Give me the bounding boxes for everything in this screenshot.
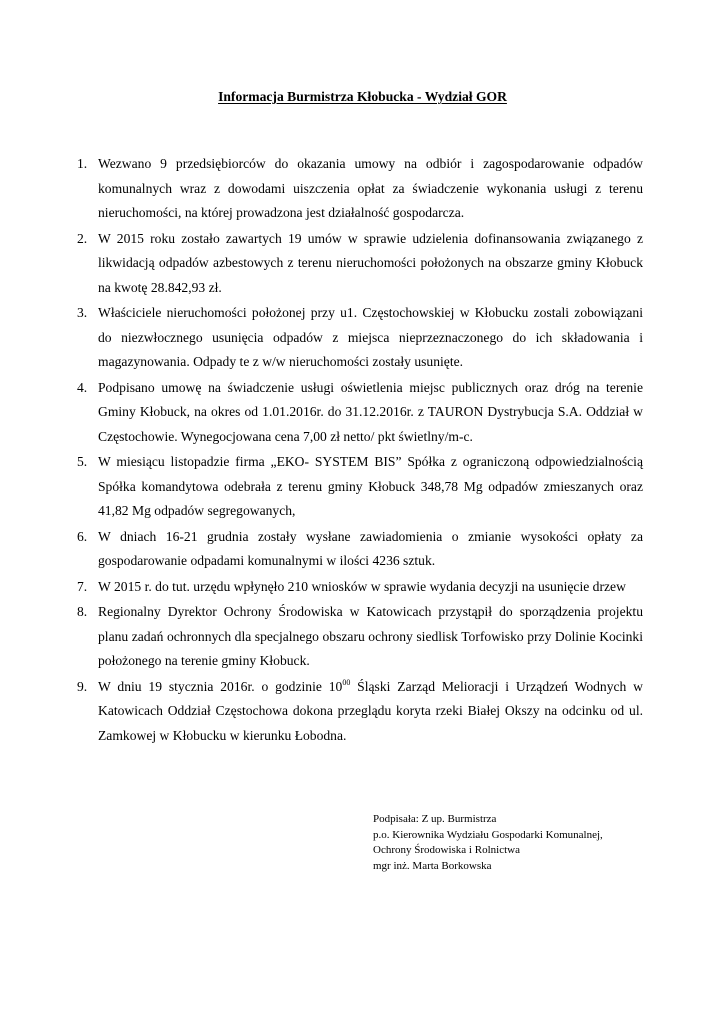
signature-line: mgr inż. Marta Borkowska bbox=[373, 859, 492, 872]
list-item-text: Podpisano umowę na świadczenie usługi oświetlenia miejsc publicznych oraz dróg na terenie Gminy Kłobuck, na okres od 1.01.2016r. do 31.12.2016r. z TAURON Dystrybucja S.A. Oddział w Częstochowie. Wynegocjowana cena 7,00 zł netto/ pkt świetlny/m-c. bbox=[98, 379, 643, 444]
list-item-text: W 2015 roku zostało zawartych 19 umów w sprawie udzielenia dofinansowania związanego z likwidacją odpadów azbestowych z terenu nieruchomości położonych na obszarze gminy Kłobuck na kwotę 28.842,93 zł. bbox=[98, 230, 643, 295]
list-item bbox=[77, 301, 643, 375]
list-item bbox=[77, 450, 643, 524]
list-item-text-before: W dniu 19 stycznia 2016r. o godzinie 10 bbox=[98, 678, 343, 694]
signature-block bbox=[373, 812, 603, 874]
time-superscript: 00 bbox=[342, 677, 351, 687]
list-item-number: 6. bbox=[77, 528, 88, 544]
information-list bbox=[77, 152, 643, 749]
signature-line: Podpisała: Z up. Burmistrza bbox=[373, 813, 497, 825]
list-item-text: W 2015 r. do tut. urzędu wpłynęło 210 wniosków w sprawie wydania decyzji na usunięcie drzew bbox=[98, 578, 626, 594]
list-item-text: Wezwano 9 przedsiębiorców do okazania umowy na odbiór i zagospodarowanie odpadów komunalnych wraz z dowodami uiszczenia opłat za świadczenie wykonania usługi z terenu nieruchomości, na której prowadzona jest działalność gospodarcza. bbox=[98, 156, 643, 220]
list-item bbox=[77, 675, 643, 749]
list-item bbox=[77, 152, 643, 226]
list-item-number: 5. bbox=[77, 454, 88, 469]
list-item bbox=[77, 525, 643, 574]
list-item bbox=[77, 376, 643, 450]
list-item-number: 4. bbox=[77, 379, 88, 395]
list-item-number: 8. bbox=[77, 604, 88, 619]
list-item-text: Regionalny Dyrektor Ochrony Środowiska w Katowicach przystąpił do sporządzenia projektu planu zadań ochronnych dla specjalnego obszaru ochrony siedlisk Torfowisko przy Dolinie Kocinki położonego na terenie gminy Kłobuck. bbox=[98, 604, 643, 668]
list-item bbox=[77, 575, 643, 600]
signature-line: p.o. Kierownika Wydziału Gospodarki Komunalnej, bbox=[373, 828, 603, 841]
list-item-text-after: Śląski Zarząd Melioracji i Urządzeń Wodnych w Katowicach Oddział Częstochowa dokona przeglądu koryta rzeki Białej Okszy na odcinku od ul. Zamkowej w Kłobucku w kierunku Łobodna. bbox=[98, 678, 643, 743]
list-item-text: W dniach 16-21 grudnia zostały wysłane zawiadomienia o zmianie wysokości opłaty za gospodarowanie odpadami komunalnymi w ilości 4236 sztuk. bbox=[98, 528, 643, 568]
list-item-text: Właściciele nieruchomości położonej przy u1. Częstochowskiej w Kłobucku zostali zobowiązani do niezwłocznego usunięcia odpadów z miejsca nieprzeznaczonego do ich składowania i magazynowania. Odpady te z w/w nieruchomości zostały usunięte. bbox=[98, 305, 643, 369]
list-item-text: W miesiącu listopadzie firma „EKO- SYSTEM BIS” Spółka z ograniczoną odpowiedzialnością Spółka komandytowa odebrała z terenu gminy Kłobuck 348,78 Mg odpadów zmieszanych oraz 41,82 Mg odpadów segregowanych, bbox=[98, 454, 643, 518]
document-title: Informacja Burmistrza Kłobucka - Wydział GOR bbox=[218, 89, 507, 104]
list-item-number: 2. bbox=[77, 230, 88, 246]
signature-line: Ochrony Środowiska i Rolnictwa bbox=[373, 844, 520, 857]
list-item-number: 9. bbox=[77, 678, 88, 694]
list-item-number: 1. bbox=[77, 156, 88, 171]
list-item-number: 3. bbox=[77, 305, 88, 320]
list-item bbox=[77, 600, 643, 674]
list-item-number: 7. bbox=[77, 578, 88, 594]
list-item bbox=[77, 227, 643, 301]
